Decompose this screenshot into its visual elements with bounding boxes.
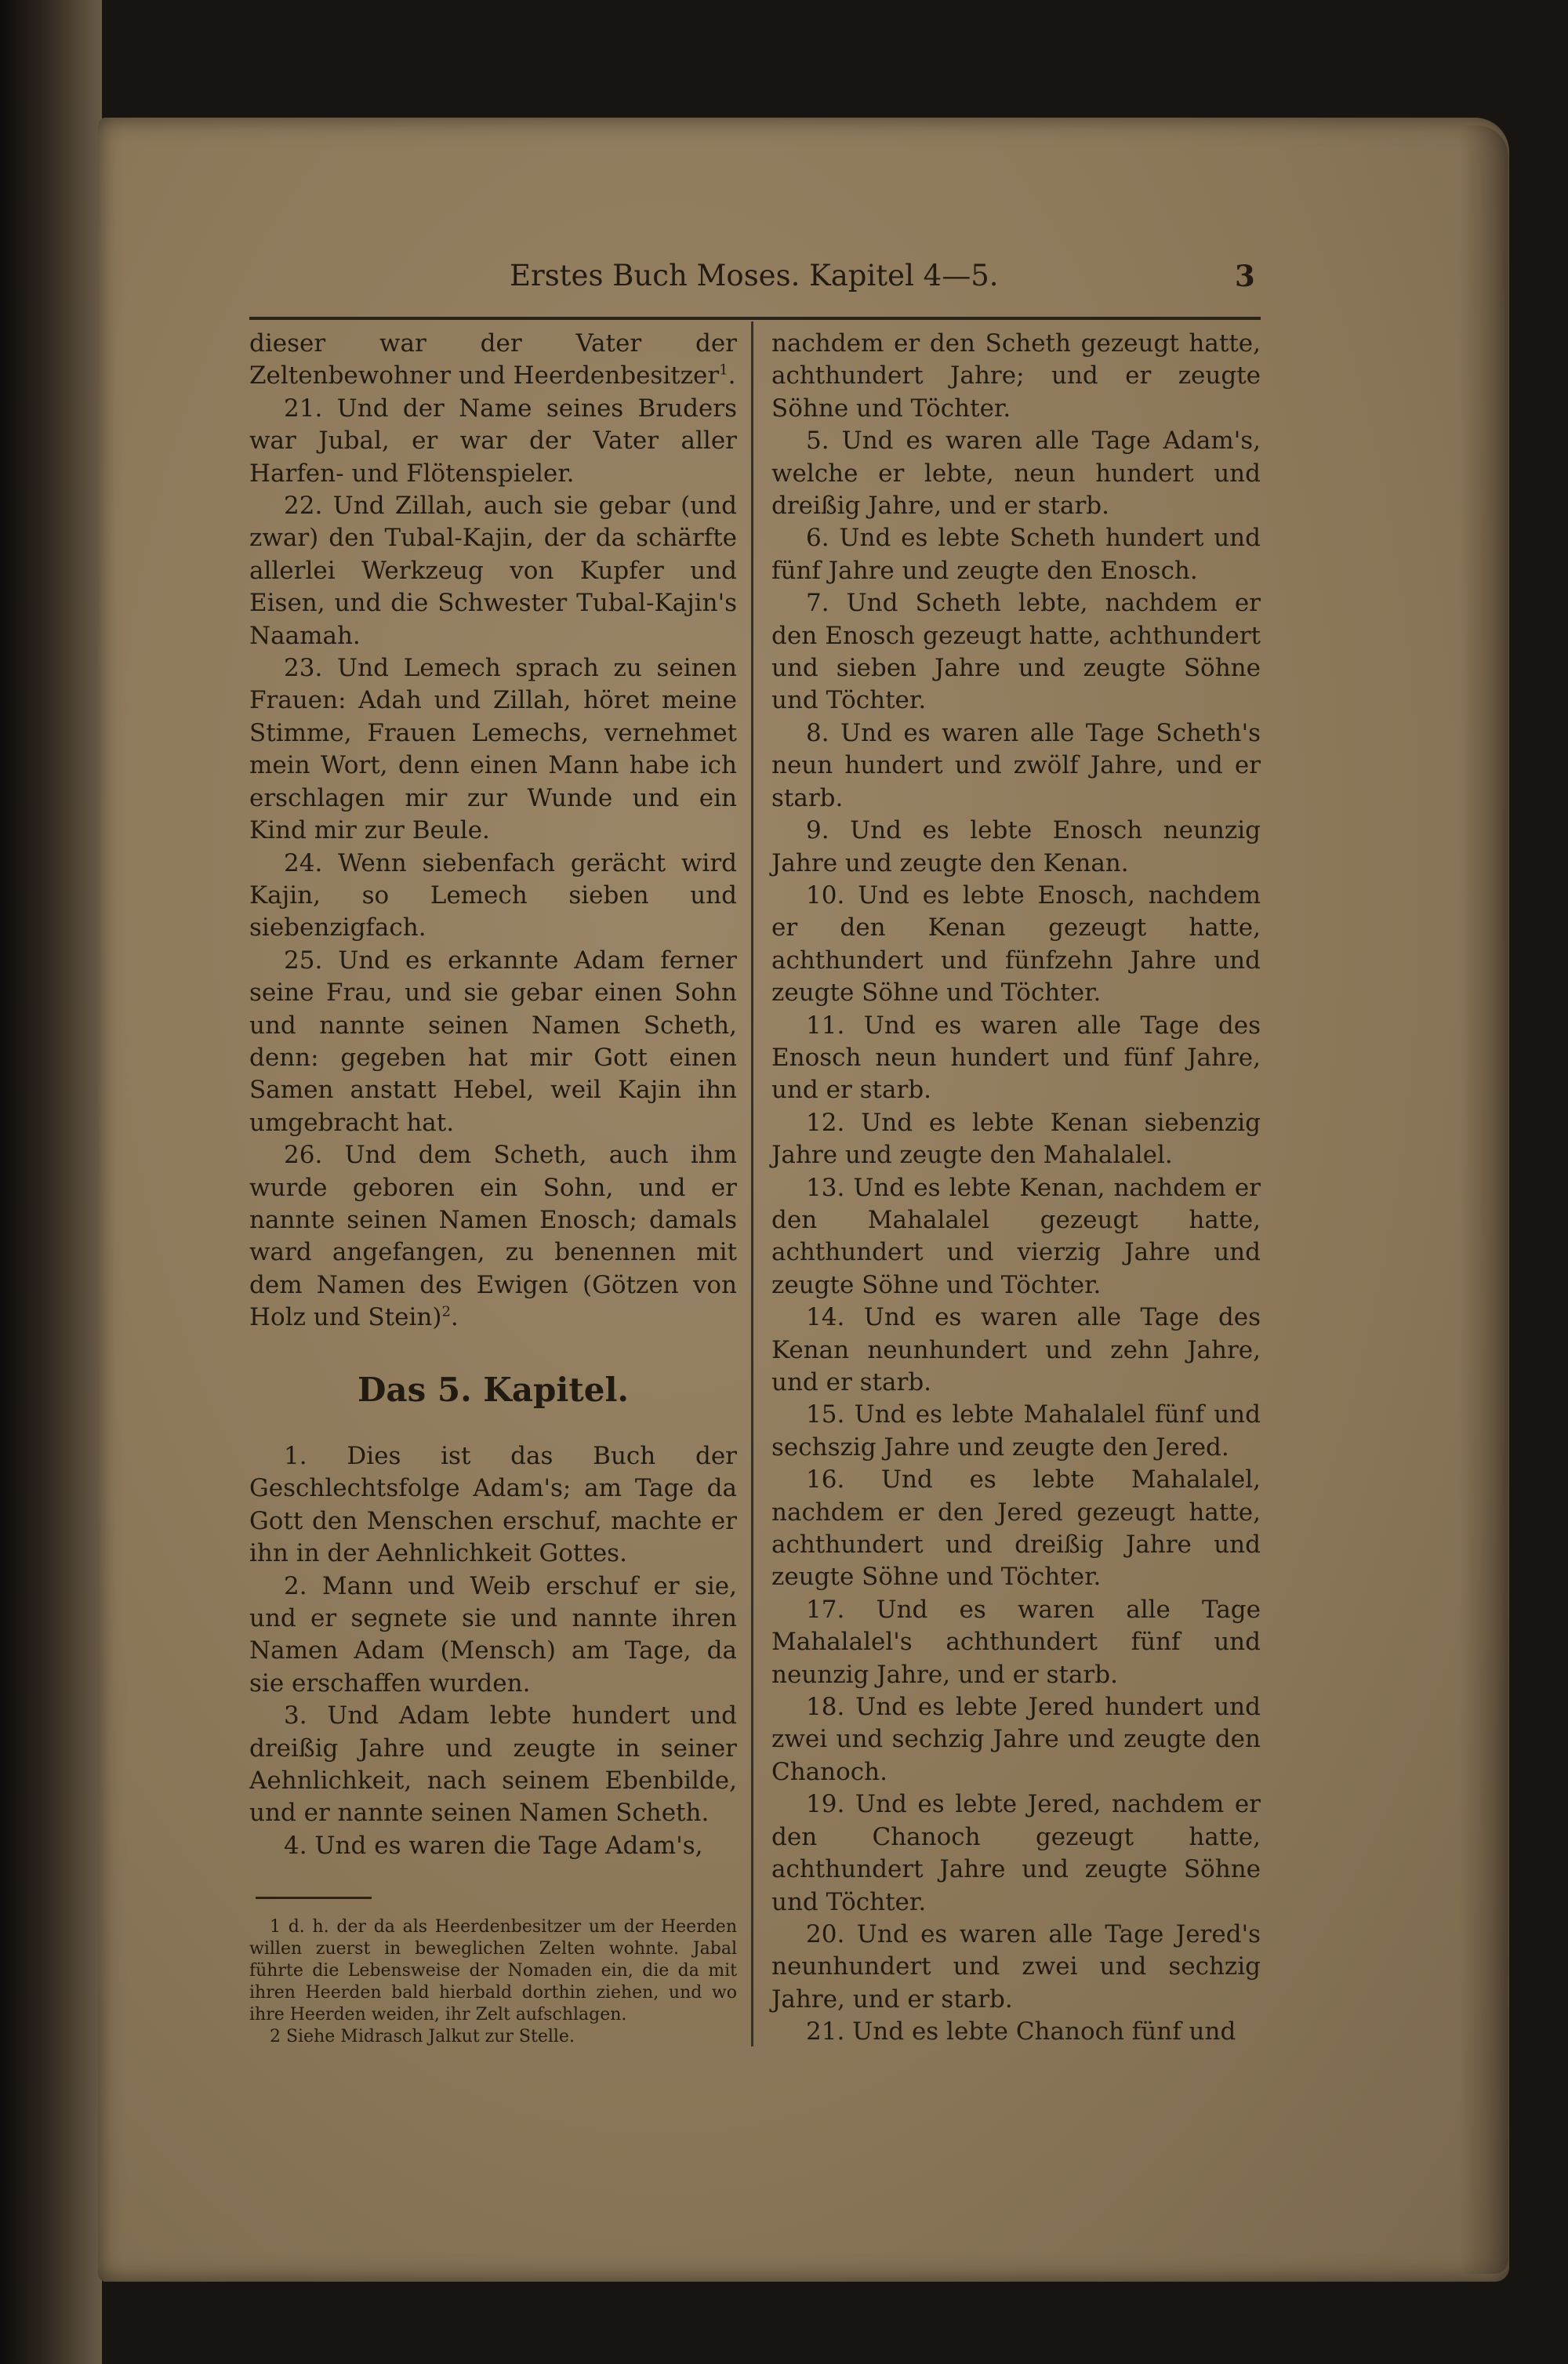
chapter5-verse-2: 2. Mann und Weib erschuf er sie, und er segnete sie und nannte ihren Namen Adam (Mensch) am Tage, da sie erschaffen wurden. — [249, 1571, 737, 1698]
verse-16: 16. Und es lebte Mahalalel, nachdem er den Jered gezeugt hatte, achthundert und dreißig Jahre und zeugte Söhne und Töchter. — [771, 1465, 1261, 1592]
header-rule — [249, 317, 1261, 320]
page-edge-shadow — [1460, 125, 1508, 2274]
verse-22: 22. Und Zillah, auch sie gebar (und zwar) den Tubal-Kajin, der da schärfte allerlei Werkzeug von Kupfer und Eisen, und die Schwester Tubal-Kajin's Naamah. — [249, 492, 737, 650]
verse-15: 15. Und es lebte Mahalalel fünf und sechszig Jahre und zeugte den Jered. — [771, 1400, 1261, 1462]
footnote-mark: 2 — [441, 1303, 451, 1320]
verse-11: 11. Und es waren alle Tage des Enosch neun hundert und fünf Jahre, und er starb. — [771, 1011, 1261, 1105]
running-header — [243, 259, 1270, 298]
verse-21-start: 21. Und es lebte Chanoch fünf und — [806, 2017, 1236, 2046]
footnote-2: 2 Siehe Midrasch Jalkut zur Stelle. — [270, 2027, 575, 2047]
chapter5-verse-4: 4. Und es waren die Tage Adam's, — [284, 1831, 703, 1860]
verse-24: 24. Wenn siebenfach gerächt wird Kajin, so Lemech sieben und siebenzigfach. — [249, 848, 737, 942]
right-column — [771, 328, 1261, 2049]
verse-17: 17. Und es waren alle Tage Mahalalel's achthundert fünf und neunzig Jahre, und er starb. — [771, 1595, 1261, 1689]
verse-21: 21. Und der Name seines Bruders war Jubal, er war der Vater aller Harfen- und Flötenspieler. — [249, 394, 737, 488]
verse-20: 20. Und es waren alle Tage Jered's neunhundert und zwei und sechzig Jahre, und er starb. — [771, 1919, 1261, 2014]
verse-12: 12. Und es lebte Kenan siebenzig Jahre und zeugte den Mahalalel. — [771, 1108, 1261, 1170]
running-title: Erstes Buch Moses. Kapitel 4—5. — [510, 259, 999, 292]
column-divider — [751, 321, 753, 2046]
page-number: 3 — [1235, 259, 1255, 293]
verse-10: 10. Und es lebte Enosch, nachdem er den Kenan gezeugt hatte, achthundert und fünfzehn Jahre und zeugte Söhne und Töchter. — [771, 881, 1261, 1008]
chapter5-verse-1: 1. Dies ist das Buch der Geschlechtsfolge Adam's; am Tage da Gott den Menschen erschuf, machte er ihn in der Aehnlichkeit Gottes. — [249, 1442, 737, 1568]
verse-18: 18. Und es lebte Jered hundert und zwei und sechzig Jahre und zeugte den Chanoch. — [771, 1693, 1261, 1786]
left-column — [249, 328, 737, 2048]
footnote-rule — [256, 1897, 372, 1899]
verse-13: 13. Und es lebte Kenan, nachdem er den Mahalalel gezeugt hatte, achthundert und vierzig Jahre und zeugte Söhne und Töchter. — [771, 1173, 1261, 1299]
footnotes — [249, 1916, 737, 2048]
verse-9: 9. Und es lebte Enosch neunzig Jahre und zeugte den Kenan. — [771, 816, 1261, 877]
footnote-mark: 1 — [719, 362, 728, 379]
verse-26: 26. Und dem Scheth, auch ihm wurde geboren ein Sohn, und er nannte seinen Namen Enosch; damals ward angefangen, zu benennen mit dem Namen des Ewigen (Götzen von Holz und Stein)$^2$. — [249, 1141, 737, 1332]
verse-5: 5. Und es waren alle Tage Adam's, welche er lebte, neun hundert und dreißig Jahre, und er starb. — [771, 427, 1261, 521]
verse-6: 6. Und es lebte Scheth hundert und fünf Jahre und zeugte den Enosch. — [771, 524, 1261, 585]
footnote-1: 1 d. h. der da als Heerdenbesitzer um der Heerden willen zuerst in beweglichen Zelten wohnte. Jabal führte die Lebensweise der Nomaden ein, die da mit ihren Heerden bald hierbald dorthin ziehen, und wo ihre Heerden weiden, ihr Zelt aufschlagen. — [249, 1917, 737, 2025]
verse-7: 7. Und Scheth lebte, nachdem er den Enosch gezeugt hatte, achthundert und sieben Jahre und zeugte Söhne und Töchter. — [771, 589, 1261, 715]
verse-20-continued: dieser war der Vater der Zeltenbewohner und Heerdenbesitzer$^1$. — [249, 329, 737, 390]
book-spine-shadow — [0, 0, 102, 2364]
chapter5-verse-3: 3. Und Adam lebte hundert und dreißig Jahre und zeugte in seiner Aehnlichkeit, nach seinem Ebenbilde, und er nannte seinen Namen Scheth. — [249, 1701, 737, 1828]
verse-23: 23. Und Lemech sprach zu seinen Frauen: Adah und Zillah, höret meine Stimme, Frauen Lemechs, vernehmet mein Wort, denn einen Mann habe ich erschlagen mir zur Wunde und ein Kind mir zur Beule. — [249, 654, 737, 845]
verse-19: 19. Und es lebte Jered, nachdem er den Chanoch gezeugt hatte, achthundert Jahre und zeugte Söhne und Töchter. — [771, 1790, 1261, 1916]
verse-4-continued: nachdem er den Scheth gezeugt hatte, achthundert Jahre; und er zeugte Söhne und Töchter. — [771, 329, 1261, 423]
verse-25: 25. Und es erkannte Adam ferner seine Frau, und sie gebar einen Sohn und nannte seinen Namen Scheth, denn: gegeben hat mir Gott einen Samen anstatt Hebel, weil Kajin ihn umgebracht hat. — [249, 946, 737, 1137]
chapter-title: Das 5. Kapitel. — [357, 1370, 630, 1409]
verse-8: 8. Und es waren alle Tage Scheth's neun hundert und zwölf Jahre, und er starb. — [771, 718, 1261, 812]
verse-14: 14. Und es waren alle Tage des Kenan neunhundert und zehn Jahre, und er starb. — [771, 1303, 1261, 1396]
